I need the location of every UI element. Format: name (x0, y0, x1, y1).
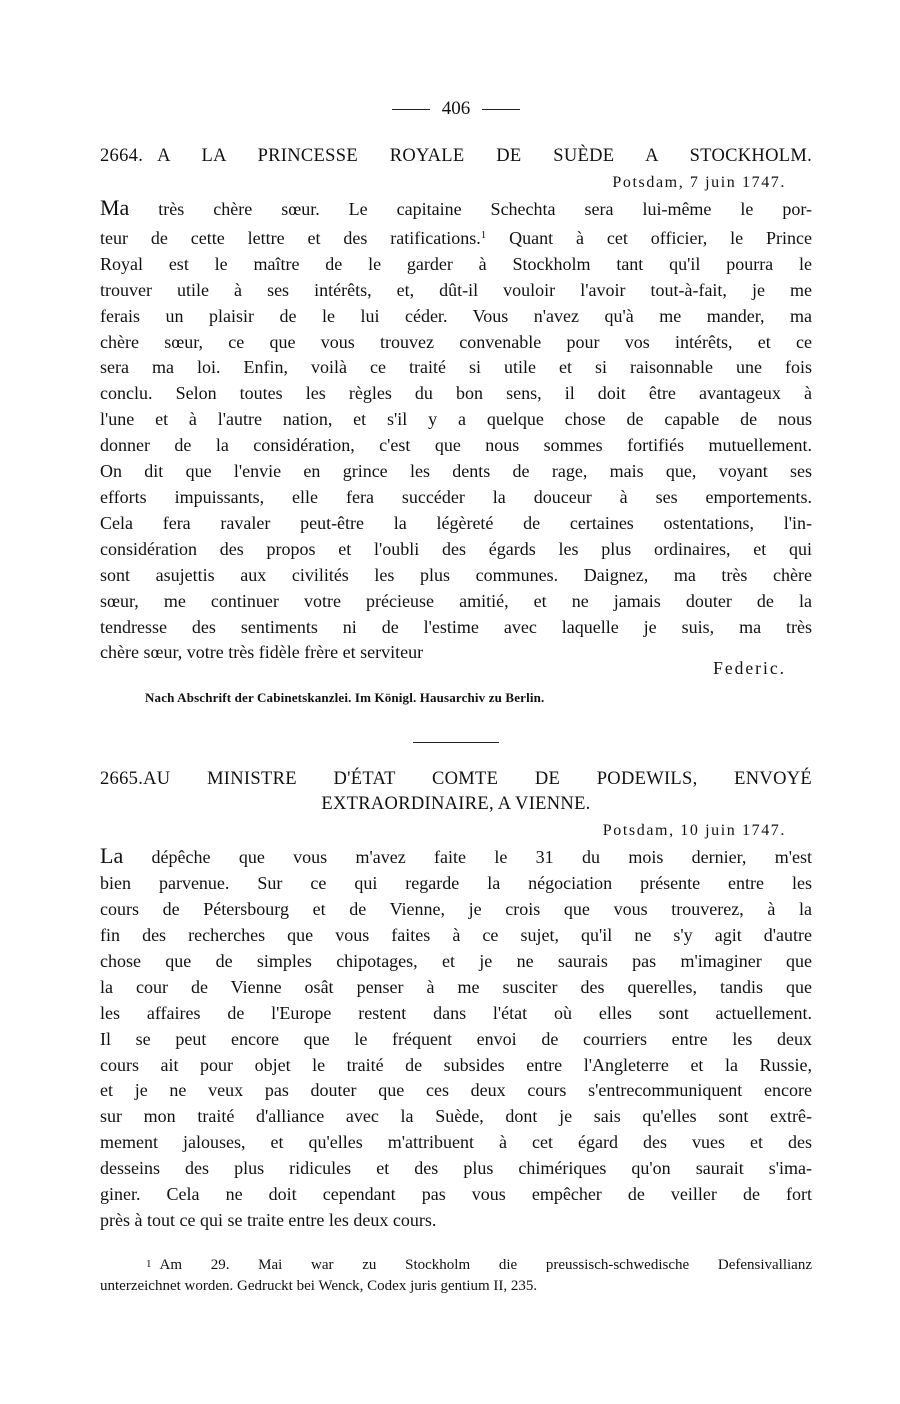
body-line: près à tout ce qui se traite entre les deux cours. (100, 1210, 437, 1230)
footnote-text-continued: unterzeichnet worden. Gedruckt bei Wenck, Codex juris gentium II, 235. (100, 1277, 538, 1294)
section-divider (413, 742, 499, 743)
body-line: bien parvenue. Sur ce qui regarde la négociation présente entre les (100, 873, 812, 894)
body-line: sur mon traité d'alliance avec la Suède, dont je sais qu'elles sont extrê- (100, 1106, 812, 1127)
body-line: cours ait pour objet le traité de subsides entre l'Angleterre et la Russie, (100, 1054, 812, 1075)
dash-right (482, 109, 520, 110)
letter-title-continued: EXTRAORDINAIRE, A VIENNE. (321, 794, 591, 815)
body-line: cours de Pétersbourg et de Vienne, je crois que vous trouverez, à la (100, 899, 812, 920)
body-line: giner. Cela ne doit cependant pas vous empêcher de veiller de fort (100, 1184, 812, 1205)
body-line: trouver utile à ses intérêts, et, dût-il vouloir l'avoir tout-à-fait, je me (100, 279, 812, 300)
body-line: l'une et à l'autre nation, et s'il y a quelque chose de capable de nous (100, 409, 812, 430)
letter-place-date: Potsdam, 10 juin 1747. (602, 822, 786, 840)
source-note: Nach Abschrift der Cabinetskanzlei. Im Königl. Hausarchiv zu Berlin. (145, 690, 545, 706)
body-line: les affaires de l'Europe restent dans l'état où elles sont actuellement. (100, 1002, 812, 1023)
letter-title: A LA PRINCESSE ROYALE DE SUÈDE A STOCKHOLM. (157, 146, 812, 166)
body-line: donner de la considération, c'est que nous sommes fortifiés mutuellement. (100, 435, 812, 456)
letter-number: 2665. (100, 769, 144, 790)
body-line: chère sœur, votre très fidèle frère et serviteur (100, 642, 424, 663)
letter-2665-body (100, 843, 812, 1234)
footnote-mark: 1 (146, 1257, 152, 1270)
body-line: Il se peut encore que le fréquent envoi de courriers entre les deux (100, 1028, 812, 1049)
body-line: Ma très chère sœur. Le capitaine Schechta sera lui-même le por- (100, 195, 812, 220)
initial-word: Ma (100, 195, 130, 220)
body-line: mement jalouses, et qu'elles m'attribuent à cet égard des vues et des (100, 1132, 812, 1153)
document-page (100, 95, 812, 1297)
body-line: chose que de simples chipotages, et je ne saurais pas m'imaginer que (100, 950, 812, 971)
footnote-text: Am 29. Mai war zu Stockholm die preussisch-schwedische Defensivallianz (159, 1256, 812, 1273)
body-line: efforts impuissants, elle fera succéder la douceur à ses emportements. (100, 486, 812, 507)
dash-left (392, 109, 430, 110)
body-line: La dépêche que vous m'avez faite le 31 du mois dernier, m'est (100, 843, 812, 869)
page-number: 406 (100, 95, 812, 123)
body-line: la cour de Vienne osât penser à me susciter des querelles, tandis que (100, 976, 812, 997)
body-line: chère sœur, ce que vous trouvez convenable pour vos intérêts, et ce (100, 331, 812, 352)
body-line: On dit que l'envie en grince les dents de rage, mais que, voyant ses (100, 461, 812, 482)
letter-title: AU MINISTRE D'ÉTAT COMTE DE PODEWILS, ENVOYÉ (143, 769, 812, 790)
body-line: conclu. Selon toutes les règles du bon sens, il doit être avantageux à (100, 383, 812, 404)
letter-number: 2664. (100, 146, 144, 166)
body-line: tendresse des sentiments ni de l'estime avec laquelle je suis, ma très (100, 616, 812, 637)
body-line: sera ma loi. Enfin, voilà ce traité si utile et si raisonnable une fois (100, 357, 812, 378)
letter-2664-heading (100, 144, 812, 169)
footnote-reference[interactable]: 1 (480, 228, 487, 241)
letter-2664-body (100, 195, 812, 666)
body-line: sœur, me continuer votre précieuse amitié, et ne jamais douter de la (100, 590, 812, 611)
body-line: Cela fera ravaler peut-être la légèreté de certaines ostentations, l'in- (100, 512, 812, 533)
body-line: sont asujettis aux civilités les plus communes. Daignez, ma très chère (100, 564, 812, 585)
body-line: teur de cette lettre et des ratifications.$^1$ Quant à cet officier, le Prince (100, 227, 812, 248)
initial-word: La (100, 843, 124, 869)
body-line: et je ne veux pas douter que ces deux cours s'entrecommuniquent encore (100, 1080, 812, 1101)
footnote (100, 1254, 812, 1297)
body-line: ferais un plaisir de le lui céder. Vous n'avez qu'à me mander, ma (100, 305, 812, 326)
signature: Federic. (713, 658, 786, 679)
body-line: Royal est le maître de le garder à Stockholm tant qu'il pourra le (100, 253, 812, 274)
letter-2665-heading (100, 767, 812, 817)
body-line: fin des recherches que vous faites à ce sujet, qu'il ne s'y agit d'autre (100, 925, 812, 946)
body-line: desseins des plus ridicules et des plus chimériques qu'on saurait s'ima- (100, 1158, 812, 1179)
letter-place-date: Potsdam, 7 juin 1747. (612, 174, 786, 191)
body-line: considération des propos et l'oubli des égards les plus ordinaires, et qui (100, 538, 812, 559)
